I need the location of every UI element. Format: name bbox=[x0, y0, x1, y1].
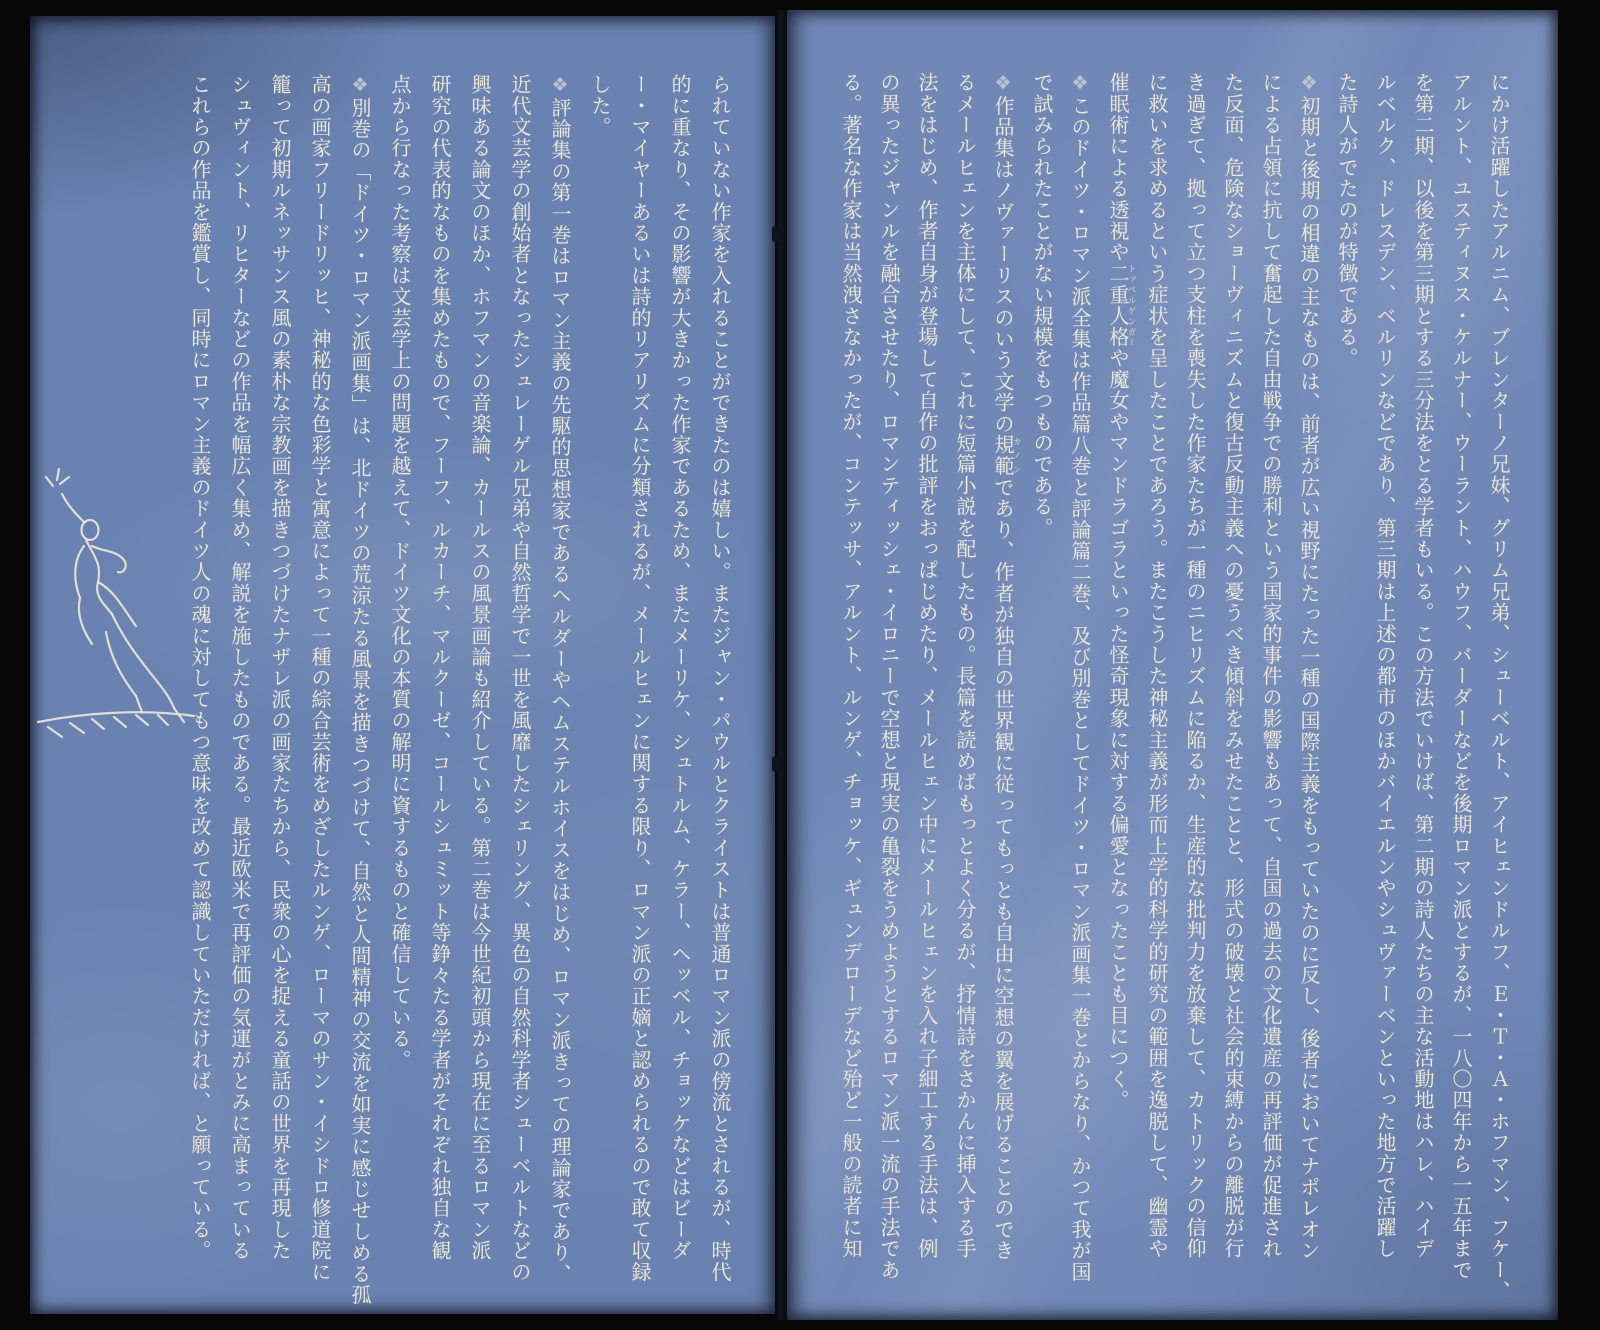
right-page-text bbox=[831, 72, 1517, 1302]
column-text: の異ったジャンルを融合させたり、ロマンティッシェ・イロニーで空想と現実の亀裂をうめようとするロマン派一流の手法であ bbox=[877, 72, 899, 1281]
left-page bbox=[30, 16, 775, 1314]
column-text: 催眠術による透視や二重人格 トッペルゲンガーや魔女やマンドラゴラといった怪奇現象に対する偏愛となったことも目につく。 bbox=[1106, 72, 1137, 1111]
column-text: ー・マイヤーあるいは詩的リアリズムに分類されるが、メールヒェンに関する限り、ロマン派の正嫡と認められるので敢て収録 bbox=[628, 74, 650, 1283]
text-column bbox=[179, 74, 219, 1289]
column-text: に救いを求めるという症状を呈したことであろう。またこうした神秘主義が形而上学的科学的研究の範囲を逸脱して、幽霊や bbox=[1145, 72, 1167, 1260]
column-text: き過ぎて、拠って立つ支柱を喪失した作家たちが一種のニヒリズムに陥るか、生産的な批判力を放棄して、カトリックの信仰 bbox=[1183, 72, 1205, 1260]
paragraph-ornament-icon: ❖ bbox=[1298, 72, 1319, 96]
column-text: 興味ある論文のほか、ホフマンの音楽論、カールスの風景画論も紹介している。第二巻は今世紀初頭から現在に至るロマン派 bbox=[468, 74, 490, 1262]
text-column bbox=[419, 74, 459, 1289]
column-text: 高の画家フリードリッヒ、神秘的な色彩学と寓意によって一種の綜合芸術をめざしたルンゲ、ローマのサン・イシドロ修道院に bbox=[308, 74, 330, 1283]
text-column bbox=[619, 74, 659, 1289]
column-text: を第二期、以後を第三期とする三分法をとる学者もいる。この方法でいけば、第二期の詩人たちの主な活動地はハレ、ハイデ bbox=[1411, 72, 1433, 1260]
binding-notch bbox=[772, 756, 781, 772]
column-text: 初期と後期の相違の主なものは、前者が広い視野にたった一種の国際主義をもっていたのに反し、後者においてナポレオン bbox=[1297, 95, 1319, 1262]
column-text: 研究の代表的なものを集めたもので、フーフ、ルカーチ、マルクーゼ、コールシュミット等錚々たる学者がそれぞれ独自な観 bbox=[428, 74, 450, 1262]
column-text: による占領に抗して奮起した自由戦争での勝利という国家的事件の影響もあって、自国の過去の文化遺産の再評価が促進され bbox=[1259, 72, 1281, 1260]
column-text: 法をはじめ、作者自身が登場して自作の批評をおっぱじめたり、メールヒェン中にメールヒェンを入れ子細工する手法は、例 bbox=[915, 72, 937, 1260]
paragraph-ornament-icon: ❖ bbox=[1069, 72, 1090, 96]
column-text: 評論集の第一巻はロマン主義の先駆的思想家であるヘルダーやヘムステルホイスをはじめ、ロマン派きっての理論家であり、 bbox=[548, 97, 570, 1285]
column-text: た反面、危険なショーヴィニズムと復古反動主義への憂うべき傾斜をみせたことと、形式の破壊と社会的束縛からの離脱が行 bbox=[1221, 72, 1243, 1260]
column-text: 別巻の「ドイツ・ロマン派画集」は、北ドイツの荒涼たる風景を描きつづけて、自然と人間精神の交流を如実に感じせしめる孤 bbox=[348, 97, 370, 1306]
text-column bbox=[339, 74, 379, 1306]
text-column bbox=[379, 74, 419, 1289]
text-column bbox=[659, 74, 699, 1289]
text-column bbox=[1403, 72, 1441, 1287]
text-column bbox=[459, 74, 499, 1289]
paragraph-ornament-icon: ❖ bbox=[992, 72, 1013, 96]
column-text: ルベルク、ドレスデン、ベルリンなどであり、第三期は上述の都市のほかバイエルンやシュヴァーベンといった地方で活躍し bbox=[1373, 72, 1395, 1260]
text-column bbox=[1365, 72, 1403, 1287]
text-column bbox=[869, 72, 907, 1287]
text-column bbox=[1327, 72, 1365, 1287]
column-text: るメールヒェンを主体にして、これに短篇小説を配したもの。長篇を読めばもっとよく分るが、抒情詩をさかんに挿入する手 bbox=[953, 72, 975, 1260]
column-text: アルント、ユスティヌス・ケルナー、ウーラント、ハウフ、バーダーなどを後期ロマン派とするが、一八〇四年から一五年まで bbox=[1449, 72, 1471, 1281]
paragraph-ornament-icon: ❖ bbox=[349, 74, 370, 98]
text-column bbox=[579, 74, 619, 1289]
column-text: 作品集はノヴァーリスのいう文学の規範 カノンであり、作者が独自の世界観に従ってもっとも自由に空想の翼を展げることのでき bbox=[991, 95, 1022, 1262]
text-column bbox=[499, 74, 539, 1289]
left-page-text bbox=[179, 74, 739, 1306]
text-column bbox=[1137, 72, 1175, 1287]
column-text: る。著名な作家は当然洩さなかったが、コンテッサ、アルント、ルンゲ、チョッケ、ギュンデローデなど殆ど一般の読者に知 bbox=[839, 72, 861, 1260]
page-gutter bbox=[775, 10, 787, 1320]
column-text: にかけ活躍したアルニム、ブレンターノ兄妹、グリム兄弟、シューベルト、アイヒェンドルフ、Ｅ・Ｔ・Ａ・ホフマン、フケー、 bbox=[1487, 72, 1509, 1302]
text-column bbox=[539, 74, 579, 1289]
column-text: で試みられたことがない規模をもつものである。 bbox=[1030, 72, 1052, 539]
column-text: した。 bbox=[588, 74, 610, 138]
text-column bbox=[1479, 72, 1517, 1302]
column-text: シュヴィント、リヒターなどの作品を幅広く集め、解説を施したものである。最近欧米で再評価の気運がとみに高まっている bbox=[228, 74, 250, 1262]
column-text: られていない作家を入れることができたのは嬉しい。またジャン・パウルとクライストは普通ロマン派の傍流とされるが、時代 bbox=[708, 74, 730, 1283]
text-column bbox=[1098, 72, 1137, 1287]
column-text: これらの作品を鑑賞し、同時にロマン主義のドイツ人の魂に対してもつ意味を改めて認識していただければ、と願っている。 bbox=[188, 74, 210, 1262]
column-text: 近代文芸学の創始者となったシュレーゲル兄弟や自然哲学で一世を風靡したシェリング、異色の自然科学者シューベルトなどの bbox=[508, 74, 530, 1283]
paragraph-ornament-icon: ❖ bbox=[549, 74, 570, 98]
text-column bbox=[945, 72, 983, 1287]
text-column bbox=[299, 74, 339, 1289]
binding-notch bbox=[772, 226, 781, 242]
column-text: 点から行なった考察は文芸学上の問題を越えて、ドイツ文化の本質の解明に資するものと確信している。 bbox=[388, 74, 410, 1071]
text-column bbox=[1060, 72, 1098, 1287]
text-column bbox=[831, 72, 869, 1287]
text-column bbox=[983, 72, 1022, 1287]
text-column bbox=[1441, 72, 1479, 1287]
text-column bbox=[1175, 72, 1213, 1287]
text-column bbox=[259, 74, 299, 1289]
text-column bbox=[907, 72, 945, 1287]
text-column bbox=[219, 74, 259, 1289]
column-text: 的に重なり、その影響が大きかった作家であるため、またメーリケ、シュトルム、ケラー、ヘッベル、チョッケなどはビーダ bbox=[668, 74, 690, 1262]
column-text: このドイツ・ロマン派全集は作品篇八巻と評論篇二巻、及び別巻としてドイツ・ロマン派画集一巻とからなり、かつて我が国 bbox=[1068, 95, 1090, 1283]
right-page bbox=[787, 10, 1558, 1320]
text-column bbox=[1289, 72, 1327, 1287]
text-column bbox=[1251, 72, 1289, 1287]
column-text: た詩人がでたのが特徴である。 bbox=[1335, 72, 1357, 369]
column-text: 籠って初期ルネッサンス風の素朴な宗教画を描きつづけたナザレ派の画家たちから、民衆の心を捉える童話の世界を再現した bbox=[268, 74, 290, 1262]
torch-sparkle-icon bbox=[46, 469, 69, 486]
text-column bbox=[1022, 72, 1060, 1287]
text-column bbox=[1213, 72, 1251, 1287]
text-column bbox=[699, 74, 739, 1289]
